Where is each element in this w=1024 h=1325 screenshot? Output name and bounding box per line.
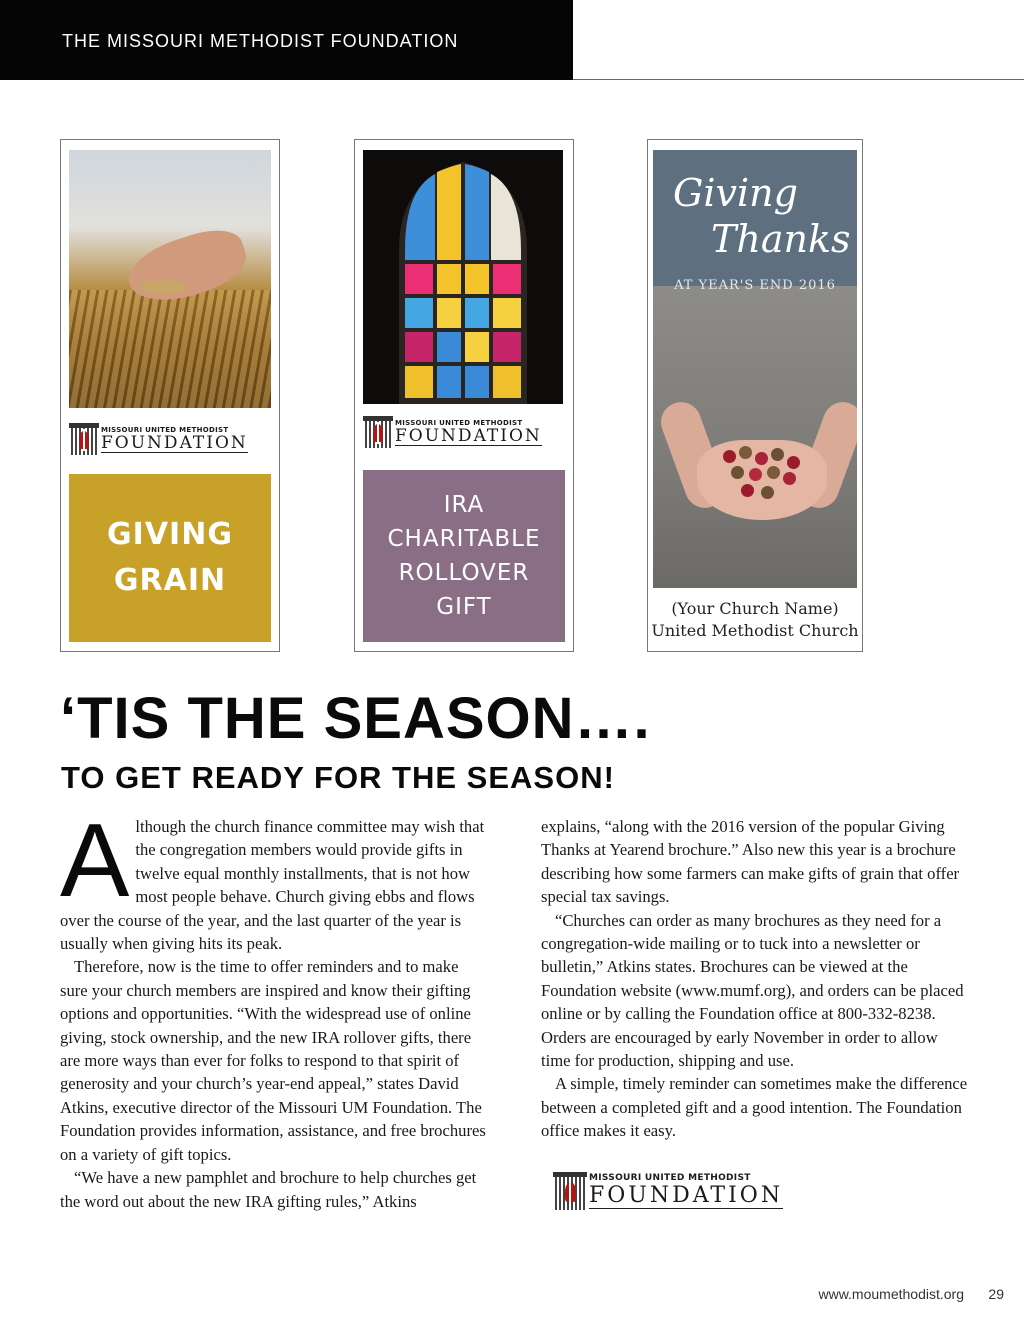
article-paragraph: A simple, timely reminder can sometimes make the difference between a completed gift and a good intention. The Foundation office makes it easy.	[541, 1074, 968, 1141]
logo-big-text: FOUNDATION	[395, 425, 542, 446]
ira-label: IRA CHARITABLE ROLLOVER GIFT	[387, 492, 541, 620]
article-subhead: TO GET READY FOR THE SEASON!	[61, 760, 615, 795]
header-bar	[0, 0, 573, 80]
footer-website: www.moumethodist.org	[818, 1286, 964, 1302]
logo-big-text: FOUNDATION	[101, 432, 248, 453]
cross-flame-icon	[365, 416, 391, 448]
foundation-logo	[71, 423, 248, 455]
article-paragraph: explains, “along with the 2016 version of the popular Giving Thanks at Yearend brochure.” Also new this year is a brochure describing how some farmers can make gifts of grain that offer special tax savings.	[541, 817, 960, 907]
giving-thanks-line1: Giving	[673, 171, 798, 215]
wheat-hand-photo	[69, 150, 271, 408]
page-number: 29	[988, 1286, 1004, 1302]
logo-big-text: FOUNDATION	[589, 1183, 784, 1208]
stained-glass-window-icon	[395, 160, 531, 404]
logo-small-text: MISSOURI UNITED METHODIST	[589, 1173, 751, 1183]
footer-foundation-logo	[555, 1172, 783, 1210]
ira-panel	[363, 470, 565, 642]
year-end-subtitle: AT YEAR'S END 2016	[674, 278, 836, 293]
logo-small-text: MISSOURI UNITED METHODIST	[101, 425, 229, 434]
giving-grain-label: GIVING GRAIN	[107, 517, 233, 598]
cupped-hands-photo	[653, 150, 857, 588]
giving-thanks-title	[673, 170, 853, 262]
brochure-giving-grain	[60, 139, 280, 652]
cross-flame-icon	[71, 423, 97, 455]
article-paragraph: “We have a new pamphlet and brochure to help churches get the word out about the new IRA gifting rules,” Atkins	[60, 1168, 477, 1211]
article-paragraph: Therefore, now is the time to offer reminders and to make sure your church members are inspired and know their gifting options and opportunities. “With the widespread use of online giving, stock ownership, and the new IRA rollover gifts, there are more ways than ever for folks to respond to that spirit of generosity and your church’s year-end appeal,” states David Atkins, executive director of the Missouri UM Foundation. The Foundation provides information, assistance, and free brochures on a variety of gift topics.	[60, 957, 486, 1164]
stained-glass-photo	[363, 150, 563, 404]
foundation-logo	[365, 416, 542, 448]
cross-flame-icon	[555, 1172, 585, 1210]
giving-thanks-line2: Thanks	[711, 217, 851, 261]
paragraph-1-text: lthough the church finance committee may wish that the congregation members would provide gifts in twelve equal monthly installments, that is not how most people behave. Church giving ebbs and flows over the course of the year, and the last quarter of the year is usually when giving hits its peak.	[60, 817, 485, 954]
drop-cap: A	[60, 803, 130, 919]
article-headline: ‘TIS THE SEASON….	[60, 686, 651, 751]
publication-title: THE MISSOURI METHODIST FOUNDATION	[62, 31, 459, 51]
logo-small-text: MISSOURI UNITED METHODIST	[395, 418, 523, 427]
article-column-left	[60, 803, 490, 1213]
header-rule	[573, 79, 1024, 80]
article-paragraph	[60, 803, 490, 955]
article-column-right	[541, 815, 971, 1143]
giving-grain-panel	[69, 474, 271, 642]
article-paragraph: “Churches can order as many brochures as they need for a congregation-wide mailing or to tuck into a newsletter or bulletin,” Atkins states. Brochures can be viewed at the Foundation website (www.mumf.org), and orders can be placed online or by calling the Foundation office at 800-332-8238. Orders are encouraged by early November in order to allow time for production, shipping and use.	[541, 910, 964, 1071]
brochure-giving-thanks	[647, 139, 863, 652]
brochure-ira-rollover	[354, 139, 574, 652]
church-name-placeholder: (Your Church Name) United Methodist Church	[651, 599, 859, 640]
